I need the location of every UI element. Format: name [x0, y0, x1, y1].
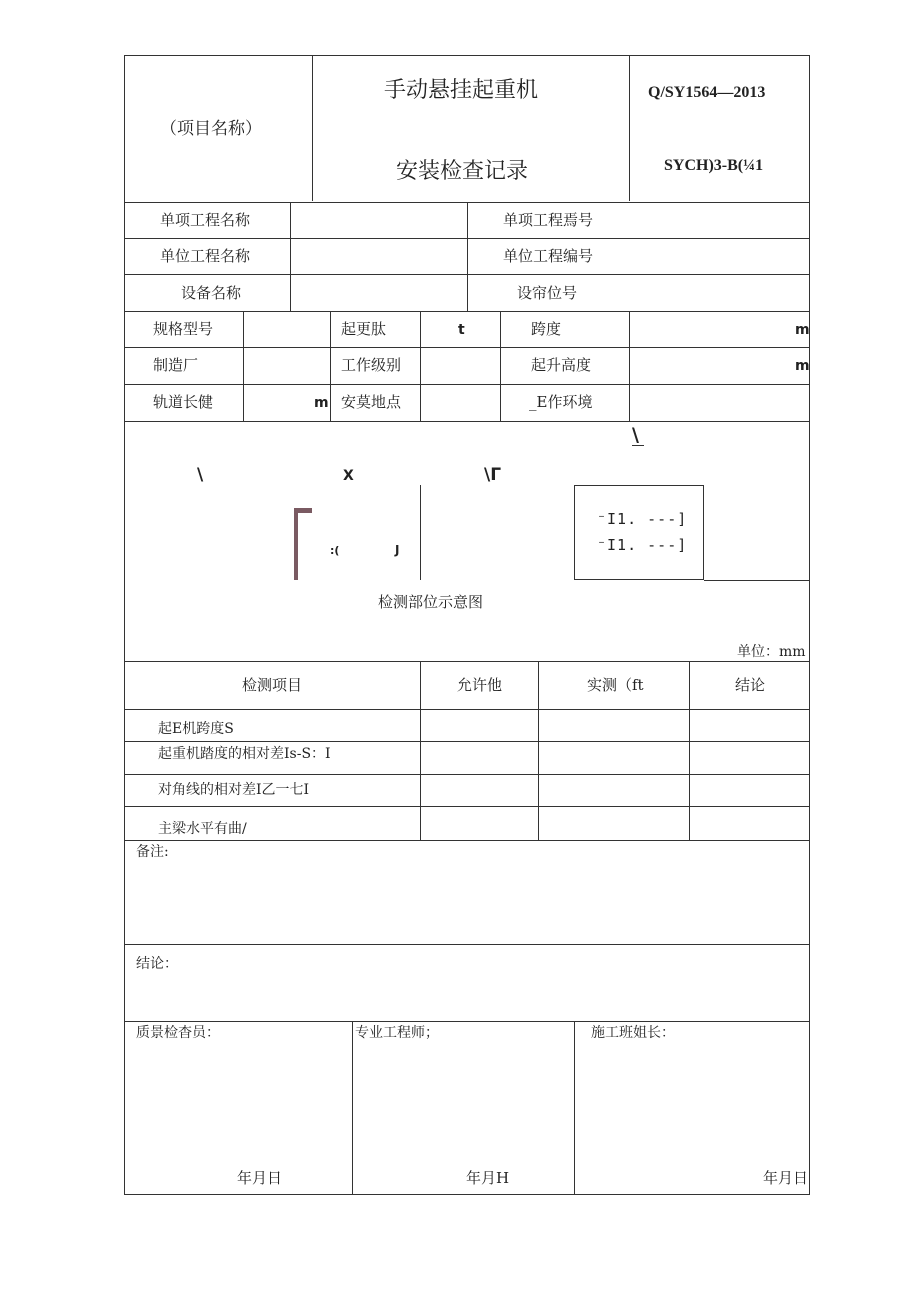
spec-unit: t — [458, 322, 465, 338]
col-line — [420, 661, 421, 840]
signature-role: 施工班姐长： — [591, 1025, 675, 1041]
table-row-item: 对角线的相对差I乙一七I — [158, 782, 310, 798]
table-row-item: 主梁水平有曲/ — [158, 821, 247, 837]
spec-unit: m — [314, 395, 329, 411]
diagram-line — [420, 485, 421, 580]
spec-unit: m — [795, 358, 810, 374]
diagram-mark: X — [343, 468, 354, 484]
col-line — [467, 202, 468, 311]
form-title-line1: 手动悬挂起重机 — [384, 78, 539, 103]
form-code: SYCH)3-B(¼1 — [664, 157, 764, 174]
signature-date: 年月日 — [237, 1169, 283, 1187]
col-line — [290, 202, 291, 311]
spec-label: 起升高度 — [531, 356, 592, 374]
diagram-mark: \Γ — [484, 465, 502, 485]
signature-date: 年月日 — [763, 1169, 809, 1187]
row-line — [124, 840, 810, 841]
col-line — [574, 1021, 575, 1195]
diagram-box — [574, 485, 704, 580]
col-line — [629, 311, 630, 421]
col-line — [500, 311, 501, 421]
diagram-box-text: ⁻I1. ---] — [597, 510, 688, 528]
spec-label: 工作级别 — [341, 356, 402, 374]
row-line — [124, 1021, 810, 1022]
spec-label: 规格型号 — [153, 320, 214, 338]
diagram-label: J — [395, 543, 400, 557]
row-line — [124, 774, 810, 775]
signature-role: 专业工程师； — [355, 1025, 439, 1041]
info-label-right: 设帘位号 — [517, 284, 578, 302]
spec-label: 起更肽 — [341, 320, 387, 338]
diagram-box-text: ⁻I1. ---] — [597, 536, 688, 554]
table-header-conclusion: 结论 — [735, 676, 766, 694]
table-header-item: 检测项目 — [242, 676, 303, 694]
table-header-measured: 实测（ft — [587, 676, 644, 694]
info-label-left: 设备名称 — [181, 284, 242, 302]
col-line — [352, 1021, 353, 1195]
diagram-mark-underline — [632, 445, 644, 446]
info-label-right: 单项工程焉号 — [503, 211, 594, 229]
diagram-line — [704, 580, 810, 581]
header-divider-1 — [312, 55, 313, 201]
table-row-item: 起重机踏度的相对差Is-S：I — [158, 746, 331, 762]
diagram-caption: 检测部位示意图 — [378, 593, 484, 611]
diagram-mark: \ — [632, 424, 639, 446]
row-line — [124, 944, 810, 945]
col-line — [538, 661, 539, 840]
col-line — [243, 311, 244, 421]
header-divider-2 — [629, 55, 630, 201]
remarks-label: 备注: — [136, 844, 169, 860]
spec-label: 跨度 — [531, 320, 562, 338]
diagram-mark: \ — [197, 465, 204, 485]
col-line — [689, 661, 690, 840]
standard-code: Q/SY1564—2013 — [648, 84, 766, 101]
info-label-left: 单项工程名称 — [160, 211, 251, 229]
spec-label: 轨道长健 — [153, 393, 214, 411]
project-name: （项目名称） — [160, 119, 262, 139]
diagram-label: :( — [330, 544, 340, 557]
form-title-line2: 安装检查记录 — [396, 159, 529, 184]
spec-label: 安莫地点 — [341, 393, 402, 411]
info-label-right: 单位工程编号 — [503, 247, 594, 265]
row-line — [124, 806, 810, 807]
row-line — [124, 347, 810, 348]
unit-note: 单位：mm — [737, 644, 806, 660]
spec-label: 制造厂 — [153, 356, 199, 374]
row-line — [124, 661, 810, 662]
conclusion-label: 结论： — [136, 956, 178, 972]
table-row-item: 起E机跨度S — [158, 721, 234, 737]
rail-bracket-icon — [293, 505, 315, 583]
col-line — [330, 311, 331, 421]
info-label-left: 单位工程名称 — [160, 247, 251, 265]
spec-label: _E作环境 — [529, 393, 593, 411]
signature-role: 质景检杳员： — [136, 1025, 220, 1041]
col-line — [420, 311, 421, 421]
row-line — [124, 384, 810, 385]
row-line — [124, 421, 810, 422]
row-line — [124, 709, 810, 710]
row-line — [124, 311, 810, 312]
spec-unit: m — [795, 322, 810, 338]
signature-date: 年月H — [466, 1169, 510, 1187]
row-line — [124, 741, 810, 742]
table-header-allowed: 允许他 — [457, 676, 503, 694]
